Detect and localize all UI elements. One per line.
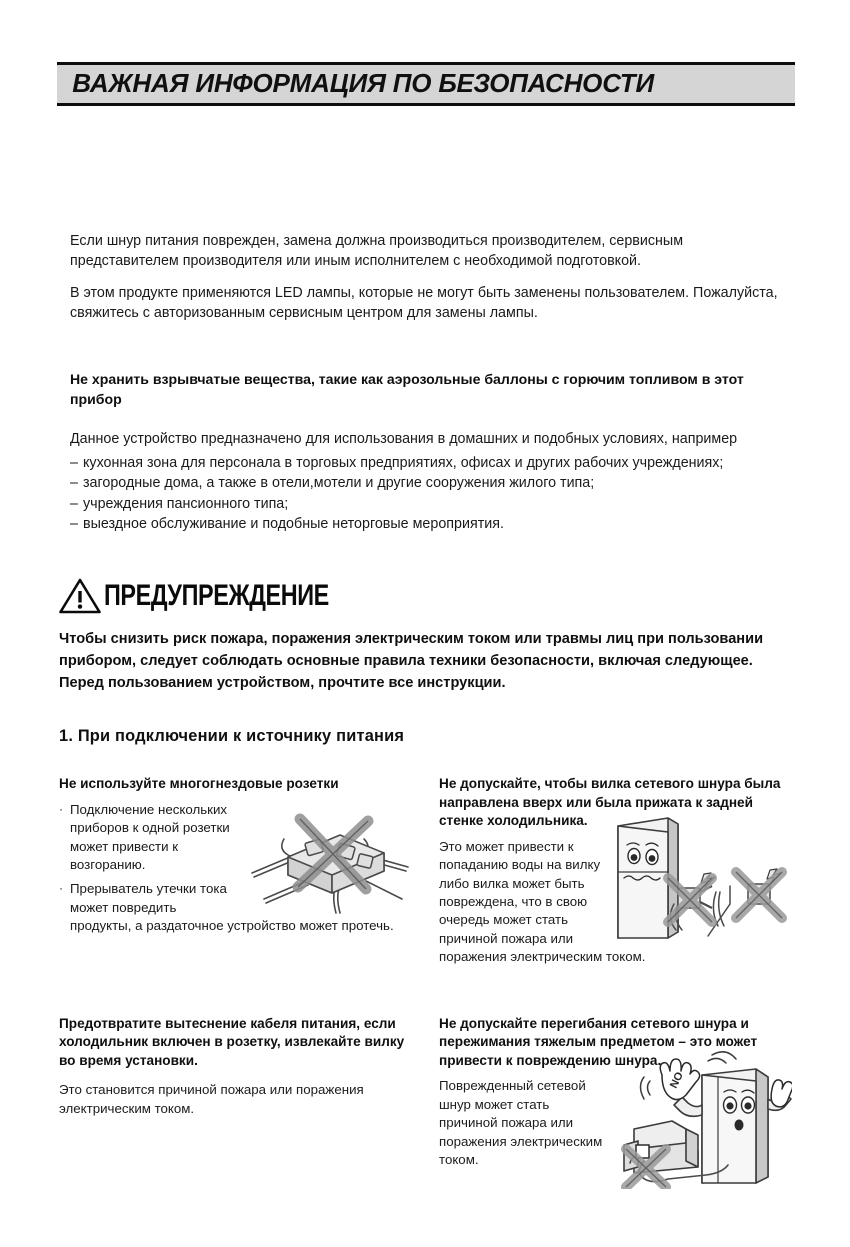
page-header-banner <box>57 62 795 106</box>
intro-paragraph-2: В этом продукте применяются LED лампы, которые не могут быть заменены пользователем. Пожалуйста, свяжитесь с авторизованным сервисным центром для замены лампы. <box>70 285 778 321</box>
list-item <box>70 515 786 535</box>
list-item-label: Прерыватель утечки тока может повредить продукты, а раздаточное устройство может протечь. <box>70 880 394 934</box>
block-heading: Предотвратите вытеснение кабеля питания, если холодильник включен в розетку, извлекайте вилку во время установки. <box>59 1015 405 1068</box>
domestic-use-intro: Данное устройство предназначено для использования в домашних и подобных условиях, например <box>70 431 738 447</box>
block-text: Это становится причиной пожара или поражения электрическим током. <box>59 1082 364 1116</box>
list-item-label: выездное обслуживание и подобные неторговые мероприятия. <box>83 516 504 532</box>
dash-marker: – <box>70 516 78 532</box>
safety-row-1 <box>59 775 792 967</box>
safety-row-2 <box>59 1015 792 1190</box>
dash-marker: – <box>70 454 78 471</box>
list-item-label: учреждения пансионного типа; <box>83 495 289 512</box>
block-multisocket <box>59 775 412 967</box>
list-item <box>70 454 786 474</box>
safety-blocks <box>59 775 792 1189</box>
block-plug-direction <box>439 775 792 967</box>
list-item-label: кухонная зона для персонала в торговых предприятиях, офисах и других рабочих учреждениях; <box>83 454 724 471</box>
warning-triangle-icon <box>59 578 101 614</box>
list-item <box>70 495 786 515</box>
domestic-use-list <box>70 454 786 535</box>
list-item <box>59 880 412 936</box>
warning-body <box>59 628 789 695</box>
block-text: Поврежденный сетевой шнур может стать причиной пожара или поражения электрическим током. <box>439 1078 603 1168</box>
warning-line-2: Перед пользованием устройством, прочтите все инструкции. <box>59 675 506 692</box>
section-heading: 1. При подключении к источнику питания <box>59 727 405 745</box>
warning-heading <box>59 578 392 614</box>
list-item <box>59 801 412 875</box>
list-item-label: Подключение нескольких приборов к одной розетки может привести к возгоранию. <box>70 801 230 873</box>
block-cable-displacement <box>59 1015 412 1190</box>
bullet-marker: · <box>59 801 63 816</box>
multisocket-list <box>59 801 412 936</box>
block-heading: Не допускайте перегибания сетевого шнура и пережимания тяжелым предметом – это может привести к повреждению шнура. <box>439 1015 758 1068</box>
block-cord-bending <box>439 1015 792 1190</box>
storage-warning-section <box>70 369 786 536</box>
block-heading: Не используйте многогнездовые розетки <box>59 776 339 791</box>
dash-marker: – <box>70 475 78 491</box>
intro-section <box>70 232 786 323</box>
list-item-label: загородные дома, а также в отели,мотели и другие сооружения жилого типа; <box>83 475 595 491</box>
bullet-marker: · <box>59 880 63 895</box>
no-sign-text: NO <box>667 1070 686 1091</box>
dash-marker: – <box>70 495 78 512</box>
storage-warning-bold: Не хранить взрывчатые вещества, такие как аэрозольные баллоны с горючим топливом в этот прибор <box>70 371 744 407</box>
refrigerator-sofa-cord-crossed-out-icon <box>614 1049 792 1189</box>
warning-line-1: Чтобы снизить риск пожара, поражения электрическим током или травмы лиц при пользовании прибором, следует соблюдать основные правила техники безопасности, включая следующее. <box>59 631 764 670</box>
block-heading: Не допускайте, чтобы вилка сетевого шнура была направлена вверх или была прижата к задней стенке холодильника. <box>439 776 781 829</box>
intro-paragraph-1: Если шнур питания поврежден, замена должна производиться производителем, сервисным представителем производителя или иным исполнителем с необходимой подготовкой. <box>70 233 684 269</box>
page-title: ВАЖНАЯ ИНФОРМАЦИЯ ПО БЕЗОПАСНОСТИ <box>72 69 654 98</box>
warning-label: ПРЕДУПРЕЖДЕНИЕ <box>104 579 329 612</box>
block-text: Это может привести к попаданию воды на вилку либо вилка может быть повреждена, что в свою очередь может стать причиной пожара или поражения электрическим током. <box>439 838 646 965</box>
refrigerator-plug-crossed-out-icon <box>612 812 788 940</box>
list-item <box>70 474 786 494</box>
